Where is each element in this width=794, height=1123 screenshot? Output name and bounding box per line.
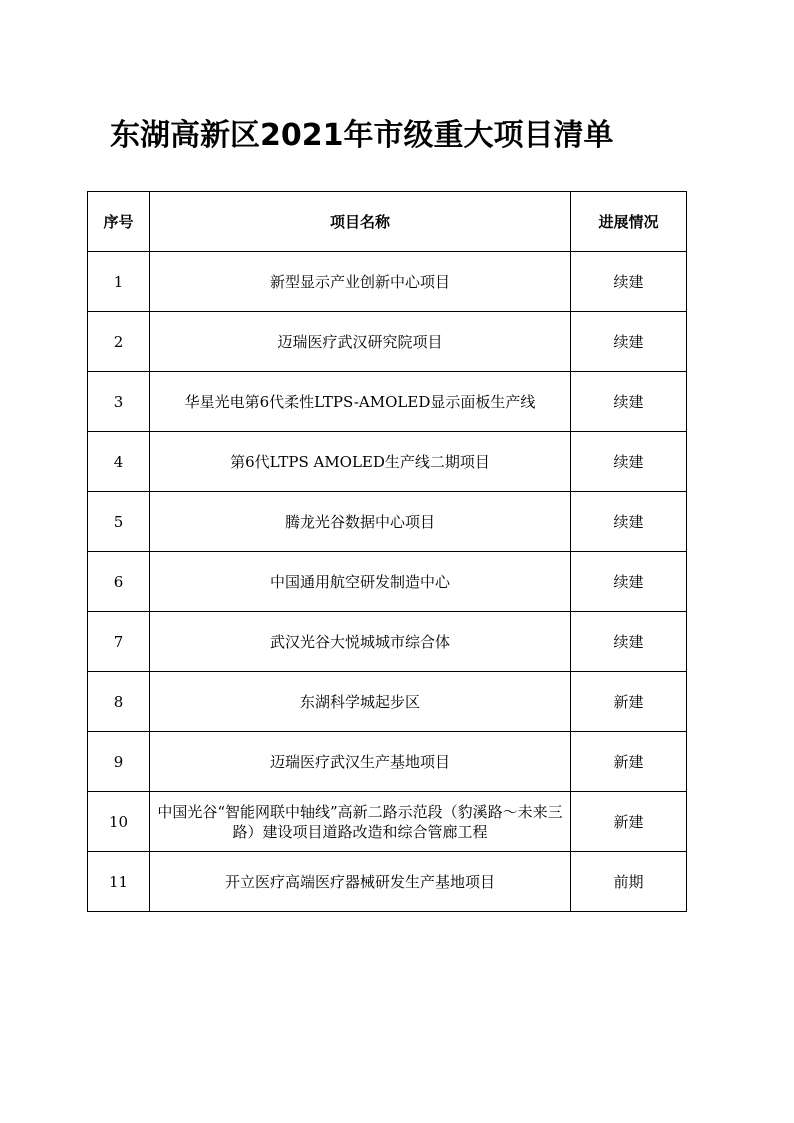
table-row [88, 792, 687, 852]
cell-seq: 5 [88, 492, 150, 552]
table-row [88, 432, 687, 492]
cell-seq: 1 [88, 252, 150, 312]
cell-status: 新建 [571, 672, 687, 732]
cell-status: 续建 [571, 372, 687, 432]
page-title: 东湖高新区2021年市级重大项目清单 [110, 118, 614, 153]
table-row [88, 852, 687, 912]
cell-seq: 9 [88, 732, 150, 792]
cell-seq: 7 [88, 612, 150, 672]
header-project-name: 项目名称 [150, 192, 571, 252]
cell-project-name: 东湖科学城起步区 [150, 672, 571, 732]
cell-seq: 8 [88, 672, 150, 732]
cell-status: 续建 [571, 552, 687, 612]
cell-project-name: 新型显示产业创新中心项目 [150, 252, 571, 312]
table-row [88, 672, 687, 732]
cell-status: 新建 [571, 732, 687, 792]
cell-status: 新建 [571, 792, 687, 852]
cell-seq: 4 [88, 432, 150, 492]
cell-project-name: 中国光谷“智能网联中轴线”高新二路示范段（豹溪路～未来三路）建设项目道路改造和综合管廊工程 [150, 792, 571, 852]
cell-status: 续建 [571, 432, 687, 492]
table-row [88, 312, 687, 372]
table-row [88, 252, 687, 312]
table-row [88, 492, 687, 552]
header-status: 进展情况 [571, 192, 687, 252]
cell-status: 续建 [571, 612, 687, 672]
cell-status: 前期 [571, 852, 687, 912]
table-row [88, 552, 687, 612]
cell-project-name: 迈瑞医疗武汉研究院项目 [150, 312, 571, 372]
table-row [88, 612, 687, 672]
cell-project-name: 武汉光谷大悦城城市综合体 [150, 612, 571, 672]
cell-seq: 2 [88, 312, 150, 372]
cell-status: 续建 [571, 492, 687, 552]
cell-seq: 10 [88, 792, 150, 852]
cell-project-name: 第6代LTPS AMOLED生产线二期项目 [150, 432, 571, 492]
cell-status: 续建 [571, 312, 687, 372]
cell-project-name: 开立医疗高端医疗器械研发生产基地项目 [150, 852, 571, 912]
cell-seq: 3 [88, 372, 150, 432]
table-header-row [88, 192, 687, 252]
project-table [87, 191, 687, 912]
cell-seq: 11 [88, 852, 150, 912]
cell-project-name: 华星光电第6代柔性LTPS-AMOLED显示面板生产线 [150, 372, 571, 432]
cell-status: 续建 [571, 252, 687, 312]
cell-project-name: 腾龙光谷数据中心项目 [150, 492, 571, 552]
table-row [88, 732, 687, 792]
cell-project-name: 中国通用航空研发制造中心 [150, 552, 571, 612]
cell-project-name: 迈瑞医疗武汉生产基地项目 [150, 732, 571, 792]
cell-seq: 6 [88, 552, 150, 612]
table-row [88, 372, 687, 432]
header-seq: 序号 [88, 192, 150, 252]
